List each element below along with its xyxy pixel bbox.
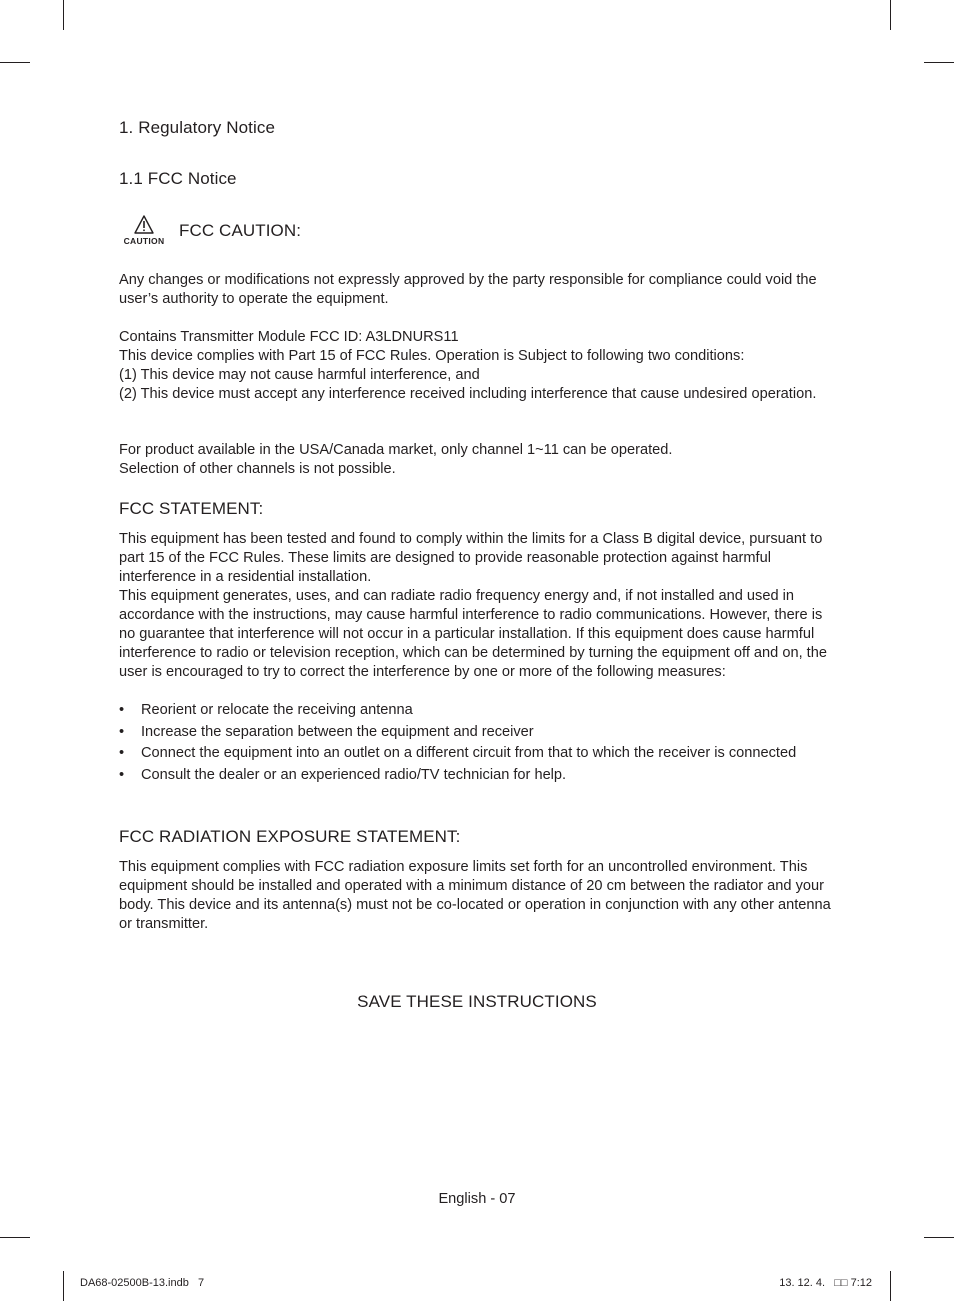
measures-list	[119, 701, 849, 788]
module-line: (1) This device may not cause harmful interference, and	[119, 367, 480, 383]
radiation-body	[119, 858, 839, 934]
crop-mark	[924, 1237, 954, 1238]
list-item	[119, 701, 849, 720]
module-line: Contains Transmitter Module FCC ID: A3LDNURS11	[119, 329, 459, 345]
channel-info	[119, 441, 839, 479]
list-item-text: Reorient or relocate the receiving antenna	[141, 702, 413, 718]
save-instructions: SAVE THESE INSTRUCTIONS	[357, 992, 597, 1011]
bullet-icon: •	[119, 745, 125, 762]
list-item-text: Consult the dealer or an experienced radio/TV technician for help.	[141, 767, 567, 784]
statement-paragraph: This equipment has been tested and found to comply within the limits for a Class B digital device, pursuant to part 15 of the FCC Rules. These limits are designed to provide reasonable protection against harmful interference in a residential installation.	[119, 531, 823, 585]
module-info	[119, 328, 819, 404]
radiation-title: FCC RADIATION EXPOSURE STATEMENT:	[119, 827, 461, 846]
module-line: This device complies with Part 15 of FCC Rules. Operation is Subject to following two conditions:	[119, 348, 745, 364]
list-item	[119, 723, 849, 742]
list-item-text: Increase the separation between the equipment and receiver	[141, 723, 534, 740]
crop-mark	[890, 1271, 891, 1301]
channel-line: Selection of other channels is not possible.	[119, 461, 396, 477]
crop-mark	[0, 1237, 30, 1238]
page-number: English - 07	[438, 1191, 516, 1207]
footer-date: 13. 12. 4. □□ 7:12	[779, 1277, 872, 1289]
radiation-paragraph: This equipment complies with FCC radiation exposure limits set forth for an uncontrolled environment. This equipment should be installed and operated with a minimum distance of 20 cm between the radiator and your body. This device and its antenna(s) must not be co-located or operation in conjunction with any other antenna or transmitter.	[119, 859, 831, 932]
crop-mark	[63, 0, 64, 30]
bullet-icon: •	[119, 767, 125, 784]
crop-mark	[0, 62, 30, 63]
crop-mark	[63, 1271, 64, 1301]
caution-text	[119, 271, 839, 309]
caution-icon-label: CAUTION	[123, 236, 165, 246]
bullet-icon: •	[119, 723, 125, 740]
footer-file: DA68-02500B-13.indb 7	[80, 1277, 205, 1289]
crop-mark	[924, 62, 954, 63]
statement-title: FCC STATEMENT:	[119, 499, 264, 518]
caution-title: FCC CAUTION:	[179, 221, 302, 240]
list-item	[119, 766, 849, 785]
bullet-icon: •	[119, 702, 125, 718]
list-item-text: Connect the equipment into an outlet on a different circuit from that to which the receiver is connected	[141, 745, 797, 762]
statement-body	[119, 530, 834, 682]
caution-icon	[121, 214, 167, 248]
list-item	[119, 744, 849, 763]
caution-paragraph: Any changes or modifications not expressly approved by the party responsible for compliance could void the user’s authority to operate the equipment.	[119, 272, 817, 307]
crop-mark	[890, 0, 891, 30]
statement-paragraph: This equipment generates, uses, and can radiate radio frequency energy and, if not installed and used in accordance with the instructions, may cause harmful interference to radio communications. However, there is no guarantee that interference will not occur in a particular installation. If this equipment does cause harmful interference to radio or television reception, which can be determined by turning the equipment off and on, the user is encouraged to try to correct the interference by one or more of the following measures:	[119, 588, 827, 680]
subsection-title: 1.1 FCC Notice	[119, 169, 237, 188]
section-title: 1. Regulatory Notice	[119, 118, 276, 137]
module-line: (2) This device must accept any interference received including interference that cause undesired operation.	[119, 386, 817, 402]
channel-line: For product available in the USA/Canada market, only channel 1~11 can be operated.	[119, 442, 673, 458]
